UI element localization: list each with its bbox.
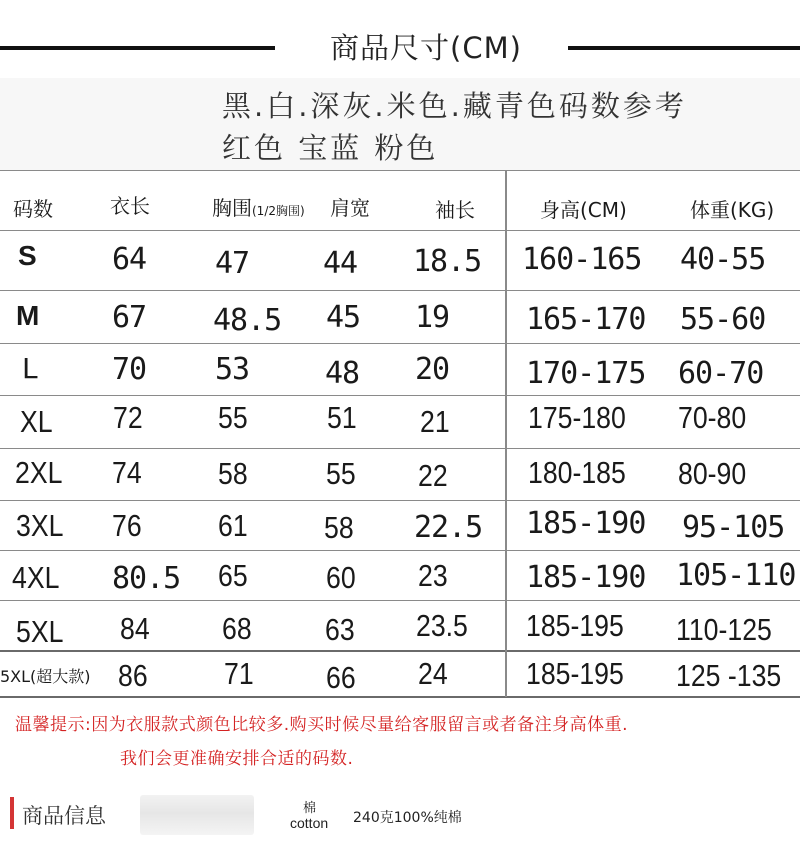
- table-cell-chest: 65: [218, 558, 248, 593]
- table-cell-size: XL: [20, 404, 53, 439]
- row-divider: [0, 448, 800, 449]
- row-divider: [0, 395, 800, 396]
- table-border-top: [0, 170, 800, 171]
- row-divider: [0, 343, 800, 344]
- table-cell-height: 165-170: [526, 302, 646, 337]
- table-cell-sleeve: 22: [418, 458, 448, 493]
- header-sleeve: 袖长: [435, 198, 475, 222]
- table-cell-height: 170-175: [526, 356, 646, 391]
- table-cell-weight: 60-70: [678, 356, 764, 391]
- table-cell-sleeve: 23: [418, 558, 448, 593]
- header-chest: [212, 192, 305, 221]
- table-cell-sleeve: 20: [415, 352, 450, 387]
- table-cell-shoulder: 58: [324, 510, 354, 545]
- material-cn: 棉: [303, 801, 317, 816]
- row-divider: [0, 500, 800, 501]
- table-cell-weight: 70-80: [678, 400, 747, 435]
- table-cell-weight: 40-55: [680, 242, 766, 277]
- table-cell-weight: 95-105: [682, 510, 785, 545]
- table-cell-shoulder: 63: [325, 612, 355, 647]
- row-divider: [0, 230, 800, 231]
- table-cell-sleeve: 18.5: [413, 244, 482, 279]
- material-en: cotton: [290, 815, 329, 831]
- table-cell-shoulder: 51: [327, 400, 357, 435]
- table-cell-weight: 110-125: [676, 612, 772, 647]
- table-cell-length: 64: [112, 242, 147, 277]
- title-divider-right: [568, 46, 800, 50]
- table-cell-chest: 58: [218, 456, 248, 491]
- table-cell-height: 160-165: [522, 242, 642, 277]
- info-accent-bar: [10, 797, 14, 829]
- row-divider: [0, 290, 800, 291]
- header-size: 码数: [13, 197, 53, 221]
- row-divider: [0, 600, 800, 601]
- table-cell-size: 5XL: [16, 614, 64, 649]
- table-cell-height: 185-190: [526, 506, 646, 541]
- tip-line-2: 我们会更准确安排合适的码数.: [120, 749, 354, 769]
- table-cell-shoulder: 48: [325, 356, 360, 391]
- header-shoulder: 肩宽: [330, 196, 370, 220]
- table-cell-height: 175-180: [528, 400, 626, 435]
- table-cell-sleeve: 23.5: [416, 608, 468, 643]
- page-title: 商品尺寸(CM): [330, 31, 522, 65]
- table-cell-length: 72: [113, 400, 143, 435]
- table-cell-sleeve: 22.5: [414, 510, 483, 545]
- header-height: 身高(CM): [540, 198, 627, 222]
- table-cell-length: 70: [112, 352, 147, 387]
- table-cell-chest: 68: [222, 611, 252, 646]
- table-cell-height: 185-195: [526, 656, 624, 691]
- table-cell-size: 5XL(超大款): [0, 667, 91, 686]
- table-cell-weight: 105-110: [676, 558, 796, 593]
- fabric-spec: 240克100%纯棉: [353, 810, 462, 826]
- table-cell-shoulder: 66: [326, 660, 356, 695]
- table-cell-size: 3XL: [16, 508, 64, 543]
- table-cell-sleeve: 21: [420, 404, 450, 439]
- header-chest-label: 胸围: [212, 196, 252, 220]
- fabric-swatch-image: [140, 795, 254, 835]
- table-cell-length: 76: [112, 508, 142, 543]
- table-cell-height: 180-185: [528, 455, 626, 490]
- table-cell-length: 67: [112, 300, 147, 335]
- header-length: 衣长: [110, 194, 150, 218]
- row-divider: [0, 550, 800, 551]
- title-divider-left: [0, 46, 275, 50]
- table-cell-length: 74: [112, 455, 142, 490]
- table-cell-size: S: [18, 240, 37, 271]
- table-cell-weight: 55-60: [680, 302, 766, 337]
- header-chest-note: (1/2胸围): [252, 204, 305, 218]
- table-cell-size: M: [16, 300, 40, 331]
- color-list-line-1: 黑.白.深灰.米色.藏青色码数参考: [222, 89, 687, 123]
- table-cell-chest: 71: [224, 656, 254, 691]
- table-cell-size: 4XL: [12, 560, 60, 595]
- table-cell-chest: 48.5: [213, 303, 282, 338]
- table-cell-sleeve: 24: [418, 656, 448, 691]
- table-cell-height: 185-190: [526, 560, 646, 595]
- table-cell-length: 80.5: [112, 561, 181, 596]
- table-cell-sleeve: 19: [415, 300, 450, 335]
- row-divider: [0, 650, 800, 652]
- table-cell-size: L: [22, 352, 38, 385]
- tip-line-1: 温馨提示:因为衣服款式颜色比较多.购买时候尽量给客服留言或者备注身高体重.: [15, 715, 629, 735]
- table-cell-shoulder: 44: [323, 246, 358, 281]
- table-cell-height: 185-195: [526, 608, 624, 643]
- table-cell-size: 2XL: [15, 455, 63, 490]
- table-cell-length: 86: [118, 658, 148, 693]
- color-list-line-2: 红色 宝蓝 粉色: [222, 131, 439, 165]
- table-cell-shoulder: 55: [326, 456, 356, 491]
- table-cell-weight: 125 -135: [676, 658, 782, 693]
- table-cell-chest: 47: [215, 246, 250, 281]
- table-cell-chest: 53: [215, 352, 250, 387]
- column-divider: [505, 170, 507, 697]
- info-label: 商品信息: [22, 804, 106, 828]
- table-cell-shoulder: 60: [326, 560, 356, 595]
- table-cell-weight: 80-90: [678, 456, 747, 491]
- header-weight: 体重(KG): [690, 198, 775, 222]
- table-border-bottom: [0, 696, 800, 698]
- table-cell-chest: 61: [218, 508, 248, 543]
- table-cell-length: 84: [120, 611, 150, 646]
- table-cell-shoulder: 45: [326, 300, 361, 335]
- table-cell-chest: 55: [218, 400, 248, 435]
